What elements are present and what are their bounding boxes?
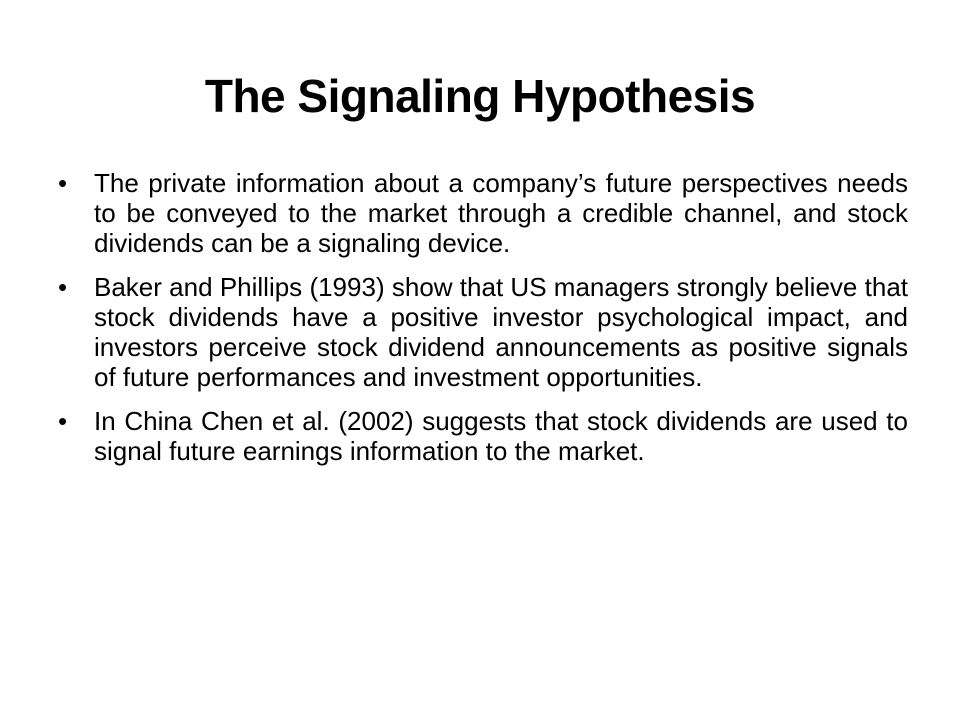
bullet-dot-icon: • (58, 272, 68, 302)
slide-title: The Signaling Hypothesis (204, 70, 756, 122)
bullet-list (58, 168, 908, 480)
bullet-text: Baker and Phillips (1993) show that US managers strongly believe that stock dividends have a positive investor psychological impact, and investors perceive stock dividend announcements as positive signals of future performances and investment opportunities. (94, 272, 908, 392)
bullet-item-2 (58, 272, 908, 392)
bullet-item-3 (58, 406, 908, 466)
bullet-text: The private information about a company’s future perspectives needs to be conveyed to the market through a credible channel, and stock dividends can be a signaling device. (94, 168, 908, 258)
bullet-item-1 (58, 168, 908, 258)
bullet-text: In China Chen et al. (2002) suggests that stock dividends are used to signal future earnings information to the market. (94, 406, 908, 466)
bullet-dot-icon: • (58, 168, 68, 198)
bullet-dot-icon: • (58, 406, 68, 436)
